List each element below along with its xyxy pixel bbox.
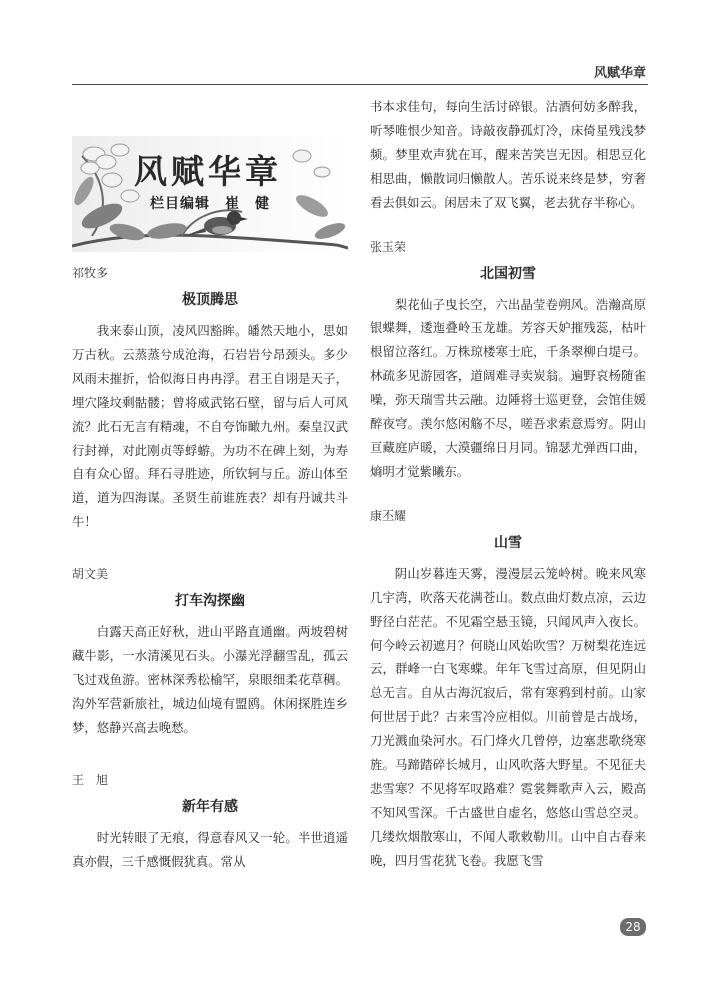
poem-text: 阴山岁暮连天雾，漫漫层云笼岭树。晚来风寒几宇湾，吹落天花满苍山。数点曲灯数点凉，云边野径白茫茫。不见霜空悬玉镜，只闻风声入夜长。何今岭云初遮月？何晓山风始吹雪？万树梨花连远云，群峰一白飞寒蝶。年年飞雪过高原，但见阴山总无言。自从古海沉寂后，常有寒鸦到村前。山家何世居于此？古来雪冷应相似。川前曾是古战场，刀光溅血染河水。石门烽火几曾停，边塞悲歌绕寒旌。马蹄踏碎长城月，山风吹落大野星。不见征夫悲雪寒？不见将军叹路难？霓裳舞歌声入云，殿高不知风雪深。千古盛世自虚名，悠悠山雪总空灵。几缕炊烟散寒山，不闻人歌敕勒川。山中自古春来晚，四月雪花犹飞卷。我愿飞雪 [370, 565, 646, 868]
poem-author: 祁牧多 [72, 266, 109, 280]
poem-title: 山雪 [494, 534, 522, 551]
section-name: 风赋华章 [593, 66, 646, 81]
poem-title: 极顶腾思 [182, 292, 238, 308]
poem [72, 770, 348, 874]
poem-title: 新年有感 [182, 798, 238, 815]
poem [370, 237, 646, 484]
poem-text: 梨花仙子曳长空，六出晶莹卷朔风。浩瀚高原银蝶舞，逶迤叠岭玉龙雄。芳容天妒摧残蕊，枯叶根留泣落红。万株琼楼寒士庇，千条翠柳白堤弓。林疏多见游园客，道阔难寻卖炭翁。遍野哀杨随雀噪，弥天瑞雪共云融。边陲将士巡更登，会馆佳媛醉夜穹。羡尔悠闲觞不尽，嗟吾求索意焉穷。阴山亘藏庭庐暖，大漠疆绵日月同。锦瑟尤弹西口曲，熵明才觉紫曦东。 [370, 296, 646, 479]
poem-text-continued: 书本求佳句，每向生活讨碎银。沽酒何妨多醉我，听琴唯恨少知音。诗敲夜静孤灯冷，床倚星残浅梦频。梦里欢声犹在耳，醒来苦笑岂无因。相思豆化相思曲，懒散词归懒散人。苦乐说来终是梦，穷奢看去俱如云。闲居未了双飞翼，老去犹存半称心。 [370, 99, 646, 210]
column-title: 风赋华章 [134, 152, 282, 191]
page-header [72, 60, 648, 85]
poem [370, 506, 646, 873]
page-number: 28 [620, 918, 646, 936]
poem-author: 王 旭 [72, 772, 109, 787]
poem-text: 时光转眼了无痕，得意春风又一轮。半世逍遥真亦假，三千感慨假犹真。常从 [72, 829, 348, 869]
poem-author: 张玉荣 [370, 239, 407, 254]
poem-author: 胡文美 [72, 567, 109, 582]
poem-text: 白露天高正好秋，进山平路直通幽。两坡碧树藏牛影，一水清溪见石头。小瀑光浮翻雪乱，孤云飞过戏鱼游。密林深秀松榆罕，泉眼细柔花草稠。沟外军营新旅社，城边仙境有盟鸥。休闲探胜连乡梦，悠静兴高去晚愁。 [72, 624, 348, 735]
poem [72, 564, 348, 740]
poem-author: 康丕耀 [370, 508, 407, 523]
left-column [72, 92, 348, 874]
poem [72, 263, 348, 534]
right-column [370, 95, 646, 873]
poem-title: 北国初雪 [480, 265, 536, 282]
poem-title: 打车沟探幽 [175, 593, 245, 610]
column-banner [72, 136, 348, 252]
column-editor: 栏目编辑 崔 健 [150, 196, 270, 212]
bird-figure [184, 211, 248, 236]
poem-text: 我来泰山顶，凌风四豁眸。皤然天地小，思如万古秋。云蒸蒸兮成沧海，石岩岩兮昂颈头。多少风雨未摧折，恰似海日冉冉浮。君王自诩是天子，埋穴隆坟剩骷髅；曾将威武铭石壁，留与后人可风流？此石无言有精魂，不自夸饰瞰九州。秦皇汉武行封禅，对此刚贞等蜉蝣。为功不在碑上刻，为寿自有众心留。拜石寻胜迹，所钦轲与丘。游山体至道，道为四海谋。圣贤生前谁旌表？却有丹诚共斗牛！ [72, 323, 348, 530]
